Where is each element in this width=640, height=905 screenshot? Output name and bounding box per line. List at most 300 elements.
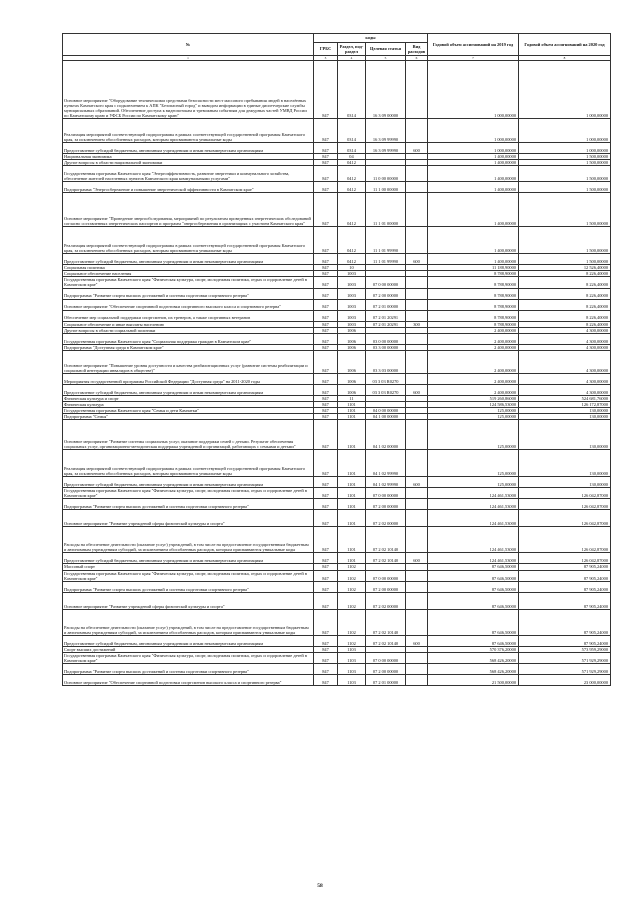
cell-grbs: 847	[314, 450, 338, 477]
table-row	[63, 288, 611, 299]
cell-volume-2020: 8 226,40000	[519, 321, 611, 327]
cell-name: Подпрограмма "Энергосбережение и повышение энергетической эффективности в Камчатском крае"	[63, 182, 314, 193]
cell-target-article: 16 3 09 99990	[366, 143, 406, 154]
column-number: 6	[406, 56, 428, 61]
cell-name: Мероприятия государственной программы Российской Федерации "Доступная среда" на 2011-2020 годы	[63, 373, 314, 384]
cell-grbs: 847	[314, 299, 338, 310]
cell-section: 0314	[338, 119, 366, 143]
cell-section: 0412	[338, 160, 366, 166]
budget-table	[62, 33, 611, 686]
cell-grbs: 847	[314, 609, 338, 635]
cell-volume-2019: 125,00000	[428, 420, 519, 450]
cell-volume-2019: 125,00000	[428, 414, 519, 420]
cell-volume-2019: 8 788,90000	[428, 299, 519, 310]
table-row	[63, 609, 611, 635]
cell-volume-2019: 568 426,20000	[428, 652, 519, 663]
cell-volume-2019: 1 400,00000	[428, 193, 519, 227]
cell-section: 1103	[338, 674, 366, 685]
cell-section: 1006	[338, 344, 366, 350]
cell-expense-type	[406, 193, 428, 227]
cell-target-article: 07 2 01 20291	[366, 310, 406, 321]
cell-name: Подпрограмма "Доступная среда в Камчатском крае"	[63, 344, 314, 350]
cell-section: 1102	[338, 570, 366, 581]
cell-expense-type	[406, 450, 428, 477]
cell-section: 0412	[338, 182, 366, 193]
cell-section: 0314	[338, 61, 366, 119]
cell-expense-type	[406, 227, 428, 254]
cell-name: Предоставление субсидий бюджетным, автономным учреждениям и иным некоммерческим организациям	[63, 553, 314, 564]
cell-section: 11	[338, 395, 366, 401]
cell-target-article: 04 1 02 99990	[366, 450, 406, 477]
cell-volume-2020: 130,00000	[519, 477, 611, 488]
cell-volume-2020: 87 905,24000	[519, 592, 611, 609]
cell-section: 1103	[338, 652, 366, 663]
cell-expense-type	[406, 420, 428, 450]
cell-grbs: 847	[314, 327, 338, 333]
cell-expense-type	[406, 288, 428, 299]
cell-name: Подпрограмма "Развитие спорта высших достижений и системы подготовки спортивного резерва"	[63, 663, 314, 674]
cell-volume-2020: 4 300,00000	[519, 333, 611, 344]
cell-grbs: 847	[314, 350, 338, 373]
cell-volume-2019: 568 426,20000	[428, 663, 519, 674]
cell-section: 1102	[338, 564, 366, 570]
table-row	[63, 166, 611, 182]
table-row	[63, 193, 611, 227]
cell-grbs: 847	[314, 271, 338, 277]
cell-volume-2019: 1 400,00000	[428, 154, 519, 160]
cell-grbs: 847	[314, 420, 338, 450]
cell-volume-2019: 87 646,50000	[428, 609, 519, 635]
cell-name: Социальная политика	[63, 265, 314, 271]
cell-name: Социальное обеспечение и иные выплаты населению	[63, 321, 314, 327]
cell-grbs: 847	[314, 414, 338, 420]
cell-volume-2020: 1 500,00000	[519, 154, 611, 160]
cell-section: 1102	[338, 592, 366, 609]
table-row	[63, 450, 611, 477]
cell-grbs: 847	[314, 193, 338, 227]
cell-grbs: 847	[314, 570, 338, 581]
cell-target-article: 11 1 01 99990	[366, 227, 406, 254]
page-number: 58	[317, 883, 323, 889]
cell-volume-2020: 130,00000	[519, 450, 611, 477]
cell-grbs: 847	[314, 581, 338, 592]
cell-section: 1003	[338, 277, 366, 288]
cell-name: Подпрограмма "Развитие спорта высших достижений и системы подготовки спортивного резерва"	[63, 581, 314, 592]
cell-volume-2019: 2 400,00000	[428, 373, 519, 384]
cell-section: 1003	[338, 299, 366, 310]
cell-expense-type	[406, 527, 428, 553]
cell-target-article: 04 1 02 99990	[366, 477, 406, 488]
cell-name: Предоставление субсидий бюджетным, автономным учреждениям и иным некоммерческим организациям	[63, 635, 314, 646]
cell-volume-2019: 87 646,50000	[428, 635, 519, 646]
cell-volume-2020: 8 226,40000	[519, 310, 611, 321]
cell-name: Основное мероприятие "Развитие учреждений сферы физической культуры и спорта"	[63, 592, 314, 609]
cell-name: Государственная программа Камчатского края "Физическая культура, спорт, молодежная политика, отдых и оздоровление детей в Камчатском крае"	[63, 570, 314, 581]
table-row	[63, 143, 611, 154]
cell-name: Государственная программа Камчатского края "Физическая культура, спорт, молодежная политика, отдых и оздоровление детей в Камчатском крае"	[63, 652, 314, 663]
cell-target-article: 07 2 02 10140	[366, 553, 406, 564]
cell-volume-2020: 87 905,24000	[519, 570, 611, 581]
cell-name: Основное мероприятие "Проведение энергообследования, мероприятий по результатам проведенных энергетических обследований согласно составленных энергетических паспортов и программ "энергосбережения в организациях с участием Камчатского края"	[63, 193, 314, 227]
cell-volume-2019: 1 000,00000	[428, 143, 519, 154]
cell-target-article: 16 3 09 00000	[366, 61, 406, 119]
cell-section: 1101	[338, 477, 366, 488]
cell-target-article: 11 1 01 99990	[366, 254, 406, 265]
cell-volume-2020: 524 681,76000	[519, 395, 611, 401]
cell-section: 0314	[338, 143, 366, 154]
cell-volume-2020: 4 300,00000	[519, 384, 611, 395]
column-number: 3	[314, 56, 338, 61]
cell-grbs: 847	[314, 652, 338, 663]
cell-expense-type	[406, 510, 428, 527]
cell-volume-2020: 4 300,00000	[519, 327, 611, 333]
cell-section: 1101	[338, 450, 366, 477]
cell-name: Расходы на обеспечение деятельности (оказание услуг) учреждений, в том числе на предоставление государственным бюджетным и автономным учреждениям субсидий, за исключением обособленных расходов, которым присваиваются уникальные коды	[63, 609, 314, 635]
cell-volume-2019: 87 646,50000	[428, 570, 519, 581]
column-number: 1	[63, 56, 314, 61]
cell-target-article: 03 3 03 R0270	[366, 384, 406, 395]
cell-section: 1102	[338, 635, 366, 646]
table-row	[63, 254, 611, 265]
cell-name: Подпрограмма "Развитие спорта высших достижений и системы подготовки спортивного резерва"	[63, 288, 314, 299]
cell-expense-type	[406, 182, 428, 193]
cell-volume-2020: 12 526,40000	[519, 265, 611, 271]
table-row	[63, 499, 611, 510]
header-grbs: ГРБС	[314, 43, 338, 56]
cell-volume-2020: 126 042,87000	[519, 499, 611, 510]
cell-target-article: 07 0 00 00000	[366, 570, 406, 581]
cell-name: Основное мероприятие "Повышение уровня доступности и качества реабилитационных услуг (развитие системы реабилитации и социальной интеграции инвалидов в обществе)"	[63, 350, 314, 373]
cell-volume-2020: 126 042,87000	[519, 510, 611, 527]
budget-rows	[63, 61, 611, 686]
cell-target-article: 07 0 00 00000	[366, 488, 406, 499]
cell-section: 1006	[338, 327, 366, 333]
table-row	[63, 61, 611, 119]
table-row	[63, 570, 611, 581]
table-row	[63, 182, 611, 193]
cell-volume-2020: 571 929,29000	[519, 663, 611, 674]
cell-grbs: 847	[314, 373, 338, 384]
table-row	[63, 277, 611, 288]
cell-expense-type	[406, 581, 428, 592]
cell-volume-2019: 2 400,00000	[428, 344, 519, 350]
cell-grbs: 847	[314, 166, 338, 182]
cell-volume-2020: 1 500,00000	[519, 254, 611, 265]
table-row	[63, 635, 611, 646]
cell-name: Массовый спорт	[63, 564, 314, 570]
cell-volume-2020: 1 000,00000	[519, 143, 611, 154]
cell-volume-2020: 130,00000	[519, 420, 611, 450]
cell-volume-2020: 23 000,00000	[519, 674, 611, 685]
cell-name: Социальное обеспечение населения	[63, 271, 314, 277]
cell-volume-2020: 8 226,40000	[519, 299, 611, 310]
cell-target-article: 07 2 00 00000	[366, 288, 406, 299]
cell-expense-type	[406, 350, 428, 373]
cell-volume-2020: 1 500,00000	[519, 193, 611, 227]
cell-grbs: 847	[314, 663, 338, 674]
cell-grbs: 847	[314, 154, 338, 160]
cell-expense-type	[406, 488, 428, 499]
cell-volume-2020: 4 300,00000	[519, 373, 611, 384]
cell-grbs: 847	[314, 408, 338, 414]
header-volume-2019: Годовой объем ассигнований на 2019 год	[428, 34, 519, 56]
cell-name: Другие вопросы в области национальной экономики	[63, 160, 314, 166]
cell-target-article: 07 2 00 00000	[366, 663, 406, 674]
cell-volume-2019: 125,00000	[428, 477, 519, 488]
table-row	[63, 227, 611, 254]
cell-section: 1102	[338, 609, 366, 635]
budget-table-container	[62, 33, 610, 686]
cell-target-article: 07 2 01 20291	[366, 321, 406, 327]
cell-name: Спорт высших достижений	[63, 646, 314, 652]
cell-expense-type: 300	[406, 321, 428, 327]
cell-volume-2019: 519 260,86000	[428, 395, 519, 401]
cell-grbs: 847	[314, 592, 338, 609]
cell-volume-2020: 573 959,29000	[519, 646, 611, 652]
table-row	[63, 420, 611, 450]
cell-volume-2019: 124 461,53000	[428, 553, 519, 564]
cell-volume-2020: 1 500,00000	[519, 182, 611, 193]
cell-grbs: 847	[314, 160, 338, 166]
cell-expense-type	[406, 166, 428, 182]
cell-grbs: 847	[314, 344, 338, 350]
cell-target-article: 11 0 00 00000	[366, 166, 406, 182]
cell-volume-2019: 1 400,00000	[428, 182, 519, 193]
cell-volume-2019: 124 586,53000	[428, 401, 519, 407]
cell-volume-2020: 126 042,87000	[519, 527, 611, 553]
cell-target-article: 07 2 02 10140	[366, 527, 406, 553]
cell-grbs: 847	[314, 395, 338, 401]
cell-name: Другие вопросы в области социальной политики	[63, 327, 314, 333]
cell-grbs: 847	[314, 635, 338, 646]
cell-grbs: 847	[314, 553, 338, 564]
cell-target-article: 07 2 00 00000	[366, 499, 406, 510]
cell-volume-2020: 1 500,00000	[519, 227, 611, 254]
cell-target-article: 04 1 02 00000	[366, 420, 406, 450]
cell-section: 1006	[338, 384, 366, 395]
cell-volume-2019: 1 000,00000	[428, 61, 519, 119]
header-expense-type: Вид расходов	[406, 43, 428, 56]
cell-volume-2019: 87 646,50000	[428, 564, 519, 570]
column-number: 8	[519, 56, 611, 61]
table-row	[63, 553, 611, 564]
cell-section: 1101	[338, 499, 366, 510]
cell-section: 1103	[338, 663, 366, 674]
cell-expense-type	[406, 652, 428, 663]
cell-section: 0412	[338, 227, 366, 254]
table-row	[63, 581, 611, 592]
cell-name: Основное мероприятие "Обеспечение спортивной подготовки спортсменов высокого класса и спортивного резерва"	[63, 674, 314, 685]
cell-section: 1003	[338, 310, 366, 321]
cell-volume-2020: 8 226,40000	[519, 277, 611, 288]
cell-section: 1101	[338, 401, 366, 407]
cell-grbs: 847	[314, 227, 338, 254]
cell-section: 0412	[338, 193, 366, 227]
cell-expense-type	[406, 499, 428, 510]
cell-volume-2019: 8 788,90000	[428, 271, 519, 277]
cell-name: Подпрограмма "Семья"	[63, 414, 314, 420]
cell-grbs: 847	[314, 119, 338, 143]
cell-name: Основное мероприятие "Обеспечение спортивной подготовки спортивного высокого класса и спортивного резерва"	[63, 299, 314, 310]
cell-volume-2019: 87 646,50000	[428, 592, 519, 609]
cell-grbs: 847	[314, 384, 338, 395]
cell-volume-2019: 2 400,00000	[428, 384, 519, 395]
cell-volume-2019: 11 188,90000	[428, 265, 519, 271]
table-row	[63, 477, 611, 488]
cell-volume-2019: 2 400,00000	[428, 350, 519, 373]
cell-name: Государственная программа Камчатского края "Физическая культура, спорт, молодежная политика, отдых и оздоровление детей в Камчатском крае"	[63, 277, 314, 288]
cell-name: Физическая культура и спорт	[63, 395, 314, 401]
column-number: 7	[428, 56, 519, 61]
cell-section: 0412	[338, 254, 366, 265]
cell-name: Основное мероприятие "Развитие системы социальных услуг, оказание поддержки семей с детьми. Результат обеспечения социальных услуг, организационно-методическая поддержка учреждений и организаций, работающих с семьями и детьми"	[63, 420, 314, 450]
cell-volume-2019: 8 788,90000	[428, 321, 519, 327]
cell-volume-2019: 21 500,00000	[428, 674, 519, 685]
cell-volume-2020: 571 929,29000	[519, 652, 611, 663]
cell-expense-type: 600	[406, 553, 428, 564]
cell-grbs: 847	[314, 646, 338, 652]
header-number: №	[63, 34, 314, 56]
table-row	[63, 333, 611, 344]
cell-volume-2020: 4 300,00000	[519, 350, 611, 373]
table-row	[63, 350, 611, 373]
cell-name: Государственная программа Камчатского края "Энергоэффективность, развитие энергетики и коммунального хозяйства, обеспечение жителей населенных пунктов Камчатского края коммунальными услугами"	[63, 166, 314, 182]
table-row	[63, 674, 611, 685]
cell-section: 1006	[338, 333, 366, 344]
cell-expense-type	[406, 663, 428, 674]
cell-grbs: 847	[314, 401, 338, 407]
cell-volume-2020: 4 300,00000	[519, 344, 611, 350]
cell-name: Государственная программа Камчатского края "Семья и дети Камчатки"	[63, 408, 314, 414]
header-section: Раздел, под-раздел	[338, 43, 366, 56]
cell-volume-2020: 8 226,40000	[519, 288, 611, 299]
cell-target-article: 07 0 00 00000	[366, 652, 406, 663]
cell-target-article: 03 3 03 00000	[366, 350, 406, 373]
cell-volume-2020: 126 042,87000	[519, 553, 611, 564]
cell-volume-2019: 125,00000	[428, 408, 519, 414]
cell-volume-2019: 124 461,53000	[428, 488, 519, 499]
cell-volume-2020: 1 000,00000	[519, 61, 611, 119]
cell-grbs: 847	[314, 288, 338, 299]
cell-name: Предоставление субсидий бюджетным, автономным учреждениям и иным некоммерческим организациям	[63, 143, 314, 154]
header-volume-2020: Годовой объем ассигнований на 2020 год	[519, 34, 611, 56]
cell-target-article: 07 2 00 00000	[366, 581, 406, 592]
cell-grbs: 847	[314, 510, 338, 527]
cell-volume-2020: 126 172,87000	[519, 401, 611, 407]
cell-grbs: 847	[314, 488, 338, 499]
cell-expense-type: 600	[406, 143, 428, 154]
cell-section: 1101	[338, 527, 366, 553]
cell-volume-2019: 8 788,90000	[428, 288, 519, 299]
cell-expense-type: 600	[406, 254, 428, 265]
cell-section: 1003	[338, 288, 366, 299]
cell-target-article: 07 2 02 10140	[366, 609, 406, 635]
cell-section: 0412	[338, 166, 366, 182]
table-row	[63, 310, 611, 321]
cell-expense-type	[406, 570, 428, 581]
cell-volume-2020: 130,00000	[519, 408, 611, 414]
cell-name: Предоставление субсидий бюджетным, автономным учреждениям и иным некоммерческим организациям	[63, 384, 314, 395]
cell-name: Основное мероприятие "Развитие учреждений сферы физической культуры и спорта"	[63, 510, 314, 527]
cell-grbs: 847	[314, 277, 338, 288]
cell-section: 1101	[338, 420, 366, 450]
cell-volume-2020: 130,00000	[519, 414, 611, 420]
cell-section: 1006	[338, 350, 366, 373]
cell-name: Реализация мероприятий соответствующей подпрограммы в рамках соответствующей государственной программы Камчатского края, за исключением обособленных расходов, которым присваиваются уникальные коды	[63, 119, 314, 143]
cell-volume-2019: 124 461,53000	[428, 499, 519, 510]
cell-volume-2019: 570 376,20000	[428, 646, 519, 652]
table-row	[63, 527, 611, 553]
header-target-article: Целевая статья	[366, 43, 406, 56]
cell-name: Расходы на обеспечение деятельности (оказание услуг) учреждений, в том числе на предоставление государственным бюджетным и автономным учреждениям субсидий, за исключением обособленных расходов, которым присваиваются уникальные коды	[63, 527, 314, 553]
cell-expense-type	[406, 373, 428, 384]
cell-expense-type: 600	[406, 384, 428, 395]
cell-name: Предоставление субсидий бюджетным, автономным учреждениям и иным некоммерческим организациям	[63, 477, 314, 488]
cell-target-article: 07 2 02 00000	[366, 592, 406, 609]
cell-volume-2020: 8 226,40000	[519, 271, 611, 277]
cell-volume-2019: 124 461,53000	[428, 510, 519, 527]
cell-grbs: 847	[314, 333, 338, 344]
cell-expense-type	[406, 592, 428, 609]
cell-volume-2019: 125,00000	[428, 450, 519, 477]
cell-expense-type	[406, 674, 428, 685]
cell-volume-2019: 2 400,00000	[428, 327, 519, 333]
header-codes: коды	[314, 34, 428, 43]
cell-volume-2019: 1 000,00000	[428, 119, 519, 143]
cell-name: Основное мероприятие "Оборудование техническими средствами безопасности мест массового пребывания людей в населённых пунктах Камчатского края с подключением к АПК "Безопасный город" и выводом информации в единые диспетчерские службы муниципальных образований. Обеспечение доступа к видеопотокам и тревожным событиям для дежурных частей УМВД России по Камчатскому краю и УФСБ России по Камчатскому краю"	[63, 61, 314, 119]
table-row	[63, 510, 611, 527]
cell-grbs: 847	[314, 143, 338, 154]
column-number: 5	[366, 56, 406, 61]
cell-expense-type: 600	[406, 477, 428, 488]
cell-volume-2019: 1 400,00000	[428, 254, 519, 265]
cell-grbs: 847	[314, 321, 338, 327]
cell-volume-2020: 87 905,24000	[519, 609, 611, 635]
cell-grbs: 847	[314, 527, 338, 553]
cell-section: 1101	[338, 408, 366, 414]
cell-expense-type	[406, 609, 428, 635]
cell-name: Реализация мероприятий соответствующей подпрограммы в рамках соответствующей государственной программы Камчатского края, за исключением обособленных расходов, которым присваиваются уникальные коды	[63, 450, 314, 477]
cell-expense-type	[406, 299, 428, 310]
cell-section: 1101	[338, 488, 366, 499]
cell-expense-type	[406, 310, 428, 321]
table-row	[63, 299, 611, 310]
cell-name: Реализация мероприятий соответствующей подпрограммы в рамках соответствующей государственной программы Камчатского края, за исключением обособленных расходов, которым присваиваются уникальные коды	[63, 227, 314, 254]
cell-section: 1103	[338, 646, 366, 652]
cell-name: Подпрограмма "Развитие спорта высших достижений и системы подготовки спортивного резерва"	[63, 499, 314, 510]
cell-volume-2019: 8 788,90000	[428, 310, 519, 321]
cell-section: 1101	[338, 510, 366, 527]
cell-target-article: 11 1 00 00000	[366, 182, 406, 193]
cell-name: Предоставление субсидий бюджетным, автономным учреждениям и иным некоммерческим организациям	[63, 254, 314, 265]
cell-section: 1102	[338, 581, 366, 592]
cell-name: Физическая культура	[63, 401, 314, 407]
cell-volume-2020: 87 905,24000	[519, 564, 611, 570]
cell-grbs: 847	[314, 674, 338, 685]
cell-target-article: 03 3 00 00000	[366, 344, 406, 350]
cell-target-article: 07 2 01 00000	[366, 674, 406, 685]
cell-target-article: 07 2 02 00000	[366, 510, 406, 527]
cell-grbs: 847	[314, 254, 338, 265]
cell-target-article: 07 2 01 00000	[366, 299, 406, 310]
cell-volume-2020: 87 905,24000	[519, 635, 611, 646]
cell-grbs: 847	[314, 265, 338, 271]
cell-volume-2019: 1 400,00000	[428, 160, 519, 166]
table-row	[63, 384, 611, 395]
cell-volume-2020: 1 500,00000	[519, 166, 611, 182]
cell-target-article: 07 2 02 10140	[366, 635, 406, 646]
cell-volume-2019: 87 646,50000	[428, 581, 519, 592]
